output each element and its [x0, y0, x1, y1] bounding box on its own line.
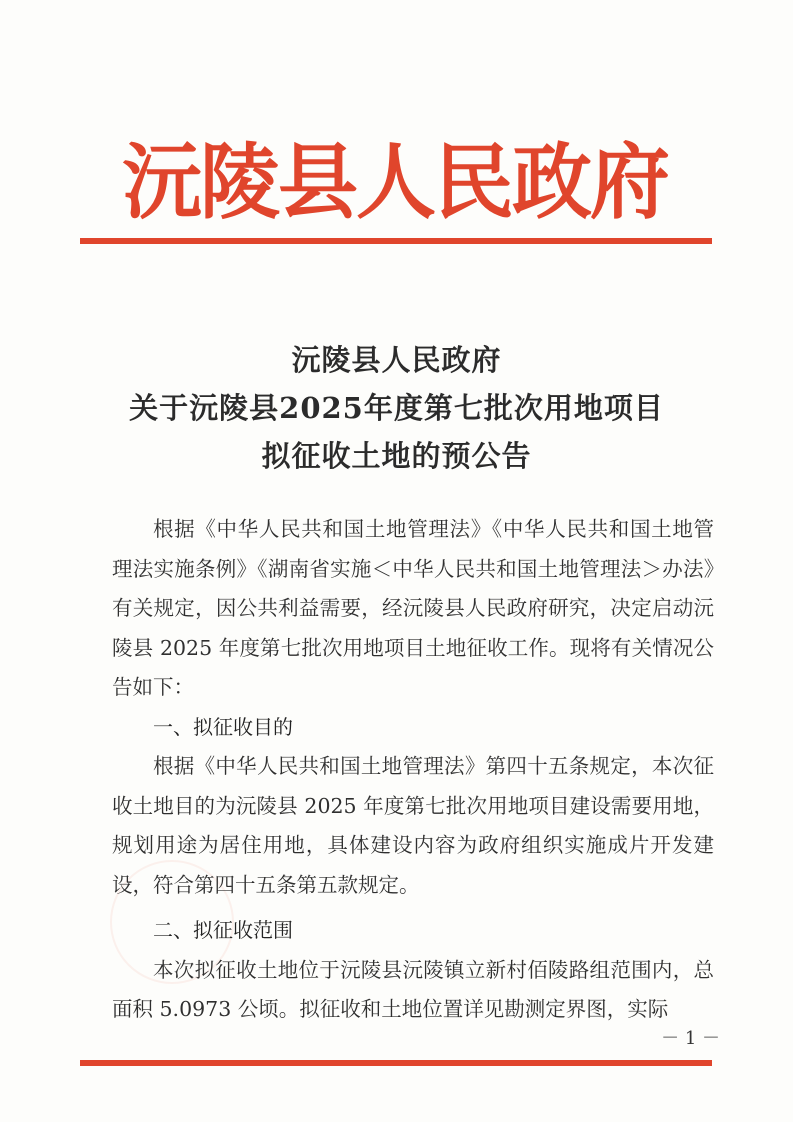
- section-heading-scope: 二、拟征收范围: [153, 918, 293, 942]
- title-line-1: 沅陵县人民政府: [291, 343, 502, 377]
- masthead-red-rule: [80, 238, 712, 244]
- scope-paragraph: 本次拟征收土地位于沅陵县沅陵镇立新村佰陵路组范围内，总面积 5.0973 公顷。拟征收和土地位置详见勘测定界图，实际: [112, 957, 714, 1021]
- document-title: [60, 336, 733, 480]
- purpose-paragraph: 根据《中华人民共和国土地管理法》第四十五条规定，本次征收土地目的为沅陵县 2025 年度第七批次用地项目建设需要用地，规划用途为居住用地，具体建设内容为政府组织实施成片开发建设，符合第四十五条第五款规定。: [112, 754, 714, 897]
- title-line-3: 拟征收土地的预公告: [261, 439, 532, 473]
- section-heading-purpose: 一、拟征收目的: [153, 714, 293, 739]
- page-number: － 1 －: [661, 1028, 720, 1049]
- issuer-masthead: 沅陵县人民政府: [122, 135, 668, 230]
- footer-red-rule: [80, 1060, 712, 1066]
- intro-paragraph: 根据《中华人民共和国土地管理法》《中华人民共和国土地管理法实施条例》《湖南省实施＜中华人民共和国土地管理法＞办法》有关规定，因公共利益需要，经沅陵县人民政府研究，决定启动沅陵县 2025 年度第七批次用地项目土地征收工作。现将有关情况公告如下：: [112, 517, 714, 699]
- title-line-2: 关于沅陵县2025年度第七批次用地项目: [129, 391, 664, 425]
- document-body: [112, 510, 714, 1030]
